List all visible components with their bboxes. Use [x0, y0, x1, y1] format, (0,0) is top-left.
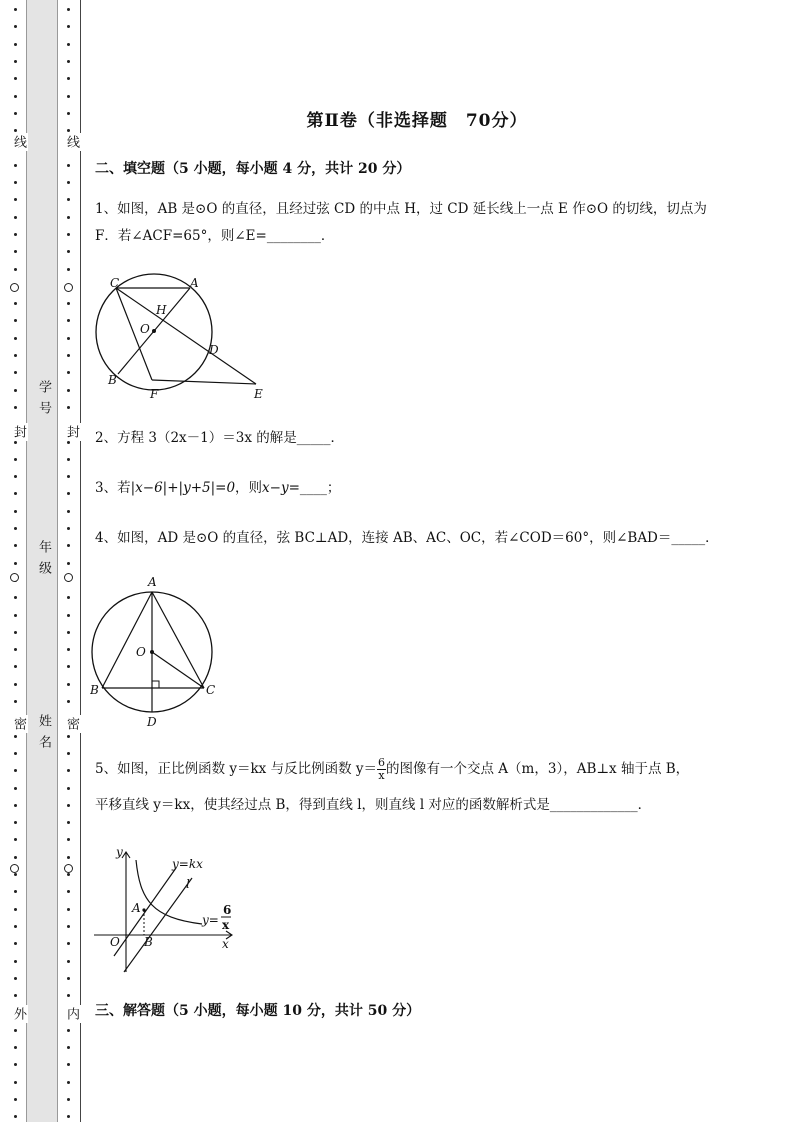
- binding-dot: [14, 475, 17, 478]
- binding-dot: [14, 1063, 17, 1066]
- binding-dot: [14, 683, 17, 686]
- binding-dot: [14, 337, 17, 340]
- binding-dot: [14, 977, 17, 980]
- binding-dot: [14, 544, 17, 547]
- outer-dot-column: [12, 0, 20, 1122]
- outer-label-feng: 封: [11, 425, 26, 439]
- q3-target: x−y=: [262, 480, 300, 496]
- binding-dot: [14, 216, 17, 219]
- binding-dot: [67, 1081, 70, 1084]
- binding-dot: [14, 614, 17, 617]
- fig2-label-D: D: [147, 715, 157, 729]
- binding-dot: [14, 735, 17, 738]
- fig1-label-F: F: [150, 387, 159, 401]
- binding-dot: [67, 371, 70, 374]
- binding-hole-circle: [64, 573, 73, 582]
- q3-prefix: 3、若: [95, 480, 131, 496]
- binding-dot: [67, 925, 70, 928]
- binding-dot: [14, 43, 17, 46]
- binding-dot: [67, 631, 70, 634]
- binding-dot: [67, 233, 70, 236]
- binding-dot: [14, 25, 17, 28]
- inner-label-feng: 封: [64, 425, 79, 439]
- binding-dot: [14, 527, 17, 530]
- binding-dot: [14, 665, 17, 668]
- binding-hole-circle: [64, 864, 73, 873]
- fig3-label-l: l: [186, 877, 190, 891]
- fig1-label-O: O: [140, 322, 150, 336]
- binding-dot: [14, 908, 17, 911]
- binding-dot: [14, 77, 17, 80]
- binding-dot: [67, 181, 70, 184]
- q5-frac-numerator: 6: [378, 756, 386, 769]
- outer-label-wai: 外: [11, 1007, 26, 1021]
- binding-dot: [14, 700, 17, 703]
- binding-dot: [67, 1098, 70, 1101]
- binding-dot: [67, 1063, 70, 1066]
- binding-dot: [67, 648, 70, 651]
- binding-dot: [67, 596, 70, 599]
- binding-dot: [67, 95, 70, 98]
- outer-label-xian: 线: [11, 135, 26, 149]
- binding-dot: [67, 475, 70, 478]
- fig1-label-H: H: [156, 303, 167, 317]
- binding-dot: [14, 319, 17, 322]
- q5-frac-denominator: x: [378, 769, 385, 782]
- grade-field: 年级: [36, 540, 51, 582]
- section-2-heading: 二、填空题（5 小题，每小题 4 分，共计 20 分）: [95, 161, 411, 177]
- binding-dot: [67, 769, 70, 772]
- figure-2-circle-triangle: [90, 572, 220, 732]
- binding-dot: [14, 752, 17, 755]
- binding-dot: [14, 821, 17, 824]
- student-number-field: 学号: [36, 380, 51, 422]
- fig3-label-O: O: [110, 935, 120, 949]
- fig3-frac-numerator: 6: [223, 903, 232, 917]
- binding-dot: [67, 492, 70, 495]
- binding-dot: [67, 960, 70, 963]
- binding-dot: [14, 1098, 17, 1101]
- binding-dot: [67, 1046, 70, 1049]
- binding-dot: [14, 562, 17, 565]
- binding-dot: [14, 942, 17, 945]
- q5-part2: 的图像有一个交点 A（m，3），AB⊥x 轴于点 B，: [386, 761, 690, 777]
- section-3-heading: 三、解答题（5 小题，每小题 10 分，共计 50 分）: [95, 1003, 421, 1019]
- binding-dot: [67, 250, 70, 253]
- figure-1-circle-tangent: [92, 272, 272, 404]
- figure-3-function-graph: [92, 840, 242, 976]
- binding-dot: [14, 1081, 17, 1084]
- fig2-label-B: B: [90, 683, 99, 697]
- binding-dot: [14, 129, 17, 132]
- fig3-label-B: B: [144, 935, 153, 949]
- binding-dot: [67, 60, 70, 63]
- binding-dot: [14, 250, 17, 253]
- binding-dot: [67, 458, 70, 461]
- fig2-label-O: O: [136, 645, 146, 659]
- fig1-label-B: B: [108, 373, 117, 387]
- binding-dot: [67, 821, 70, 824]
- inner-label-mi: 密: [64, 717, 79, 731]
- binding-dot: [14, 60, 17, 63]
- binding-dot: [67, 406, 70, 409]
- binding-dot: [14, 1046, 17, 1049]
- fig1-label-C: C: [110, 276, 120, 290]
- binding-dot: [14, 596, 17, 599]
- binding-dot: [14, 492, 17, 495]
- binding-dot: [67, 735, 70, 738]
- binding-dot: [14, 804, 17, 807]
- binding-dot: [67, 198, 70, 201]
- question-3: [95, 475, 340, 502]
- binding-dot: [67, 700, 70, 703]
- fig3-label-x: x: [222, 937, 229, 951]
- binding-dot: [67, 268, 70, 271]
- binding-dot: [67, 873, 70, 876]
- exam-content: [92, 0, 782, 1122]
- binding-dot: [67, 994, 70, 997]
- binding-dot: [67, 562, 70, 565]
- binding-dot: [67, 112, 70, 115]
- fig3-label-ykx: y=kx: [172, 857, 203, 871]
- fig1-label-D: D: [209, 343, 219, 357]
- binding-dot: [67, 43, 70, 46]
- binding-dot: [14, 354, 17, 357]
- binding-dot: [14, 1029, 17, 1032]
- fig1-label-A: A: [190, 276, 199, 290]
- binding-dot: [67, 787, 70, 790]
- binding-dot: [67, 337, 70, 340]
- binding-dot: [67, 164, 70, 167]
- q3-expression: |x−6|+|y+5|=0: [130, 480, 236, 496]
- binding-dot: [67, 942, 70, 945]
- binding-dot: [14, 389, 17, 392]
- binding-dot: [14, 994, 17, 997]
- binding-dot: [14, 181, 17, 184]
- binding-hole-circle: [10, 283, 19, 292]
- fig3-label-A: A: [132, 901, 141, 915]
- binding-hole-circle: [10, 573, 19, 582]
- binding-dot: [14, 856, 17, 859]
- binding-dot: [67, 804, 70, 807]
- binding-dot: [67, 977, 70, 980]
- binding-dot: [67, 129, 70, 132]
- binding-margin: [0, 0, 84, 1122]
- binding-dot: [14, 112, 17, 115]
- binding-dot: [14, 458, 17, 461]
- binding-dot: [67, 856, 70, 859]
- binding-dot: [67, 1115, 70, 1118]
- q5-part1: 5、如图，正比例函数 y＝kx 与反比例函数 y＝: [95, 761, 378, 777]
- binding-dot: [14, 198, 17, 201]
- fig3-label-yeq: y=: [202, 913, 219, 927]
- binding-dot: [67, 890, 70, 893]
- binding-dot: [67, 216, 70, 219]
- binding-dot: [14, 233, 17, 236]
- binding-dot: [14, 268, 17, 271]
- binding-dot: [67, 683, 70, 686]
- binding-dot: [67, 25, 70, 28]
- question-5-line2: 平移直线 y＝kx，使其经过点 B，得到直线 l，则直线 l 对应的函数解析式是_____________．: [95, 797, 652, 813]
- binding-dot: [67, 908, 70, 911]
- page-title: 第Ⅱ卷（非选择题 70分）: [306, 111, 528, 131]
- binding-dot: [67, 8, 70, 11]
- binding-dot: [67, 614, 70, 617]
- fig3-label-y: y: [116, 845, 123, 859]
- binding-dot: [67, 527, 70, 530]
- inner-label-nei: 内: [64, 1007, 79, 1021]
- name-field: 姓名: [36, 714, 51, 756]
- q3-blank: ____；: [299, 480, 341, 496]
- binding-dot: [67, 1029, 70, 1032]
- q3-mid: ，则: [235, 480, 263, 496]
- binding-dot: [14, 960, 17, 963]
- binding-dot: [67, 838, 70, 841]
- binding-dot: [14, 787, 17, 790]
- binding-dot: [67, 752, 70, 755]
- binding-separator-line: [80, 0, 81, 1122]
- binding-dot: [14, 838, 17, 841]
- binding-dot: [14, 164, 17, 167]
- fig3-frac-denominator: x: [222, 918, 230, 932]
- question-1-line2: F．若∠ACF=65°，则∠E=________．: [95, 228, 335, 244]
- binding-dot: [14, 925, 17, 928]
- binding-dot: [67, 510, 70, 513]
- outer-label-mi: 密: [11, 717, 26, 731]
- q5-fraction: [377, 757, 386, 782]
- binding-dot: [14, 769, 17, 772]
- binding-dot: [14, 8, 17, 11]
- binding-dot: [14, 631, 17, 634]
- binding-dot: [67, 389, 70, 392]
- binding-dot: [14, 890, 17, 893]
- binding-dot: [67, 77, 70, 80]
- binding-dot: [67, 354, 70, 357]
- binding-dot: [67, 302, 70, 305]
- binding-dot: [14, 95, 17, 98]
- binding-dot: [14, 1115, 17, 1118]
- fig2-label-C: C: [206, 683, 216, 697]
- binding-hole-circle: [64, 283, 73, 292]
- binding-dot: [14, 648, 17, 651]
- binding-dot: [14, 510, 17, 513]
- binding-hole-circle: [10, 864, 19, 873]
- inner-dot-column: [65, 0, 73, 1122]
- binding-dot: [67, 319, 70, 322]
- binding-dot: [14, 873, 17, 876]
- binding-dot: [67, 665, 70, 668]
- question-5-line1: [95, 756, 689, 783]
- fig2-label-A: A: [148, 575, 157, 589]
- question-2: 2、方程 3（2x－1）＝3x 的解是_____．: [95, 430, 345, 446]
- question-1-line1: 1、如图，AB 是⊙O 的直径，且经过弦 CD 的中点 H，过 CD 延长线上一点 E 作⊙O 的切线，切点为: [95, 201, 707, 217]
- binding-dot: [67, 544, 70, 547]
- question-4: 4、如图，AD 是⊙O 的直径，弦 BC⊥AD，连接 AB、AC、OC，若∠COD＝60°，则∠BAD＝_____．: [95, 530, 719, 546]
- binding-dot: [14, 302, 17, 305]
- inner-label-xian: 线: [64, 135, 79, 149]
- binding-dot: [14, 371, 17, 374]
- fig1-label-E: E: [254, 387, 263, 401]
- binding-dot: [14, 406, 17, 409]
